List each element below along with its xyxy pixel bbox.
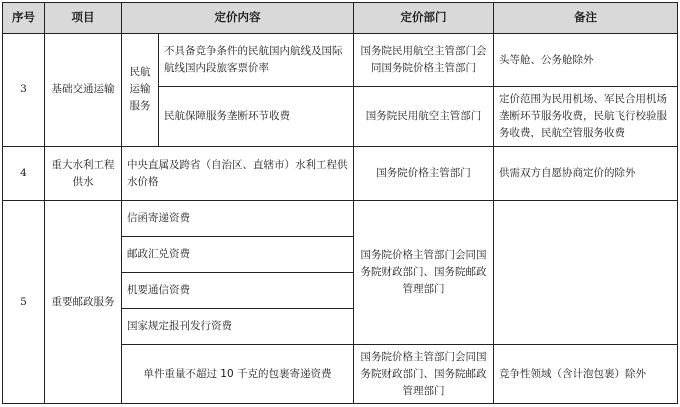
content-cell: 单件重量不超过 10 千克的包裹寄递资费	[122, 345, 354, 404]
department-cell: 国务院价格主管部门	[354, 146, 494, 200]
row-seq-5: 5	[3, 201, 45, 404]
row-subcategory-3: 民航运输服务	[122, 33, 159, 146]
department-cell: 国务院民用航空主管部门	[354, 87, 494, 147]
row-item-3: 基础交通运输	[45, 33, 122, 146]
header-seq: 序号	[3, 3, 45, 34]
department-cell: 国务院价格主管部门会同国务院财政部门、国务院邮政管理部门	[354, 201, 494, 345]
content-cell: 中央直属及跨省（自治区、直辖市）水利工程供水价格	[122, 146, 354, 200]
table-row	[3, 201, 678, 237]
remark-cell	[494, 201, 678, 345]
header-item: 项目	[45, 3, 122, 34]
department-cell: 国务院民用航空主管部门会同国务院价格主管部门	[354, 33, 494, 86]
row-seq-3: 3	[3, 33, 45, 146]
row-item-4: 重大水利工程供水	[45, 146, 122, 200]
content-cell: 邮政汇兑资费	[122, 237, 354, 273]
table-row	[3, 33, 678, 86]
header-row	[3, 3, 678, 34]
content-cell: 国家规定报刊发行资费	[122, 309, 354, 345]
remark-cell: 定价范围为民用机场、军民合用机场垄断环节服务收费，民航飞行校验服务收费，民航空管服务收费	[494, 87, 678, 147]
remark-cell: 供需双方自愿协商定价的除外	[494, 146, 678, 200]
content-cell: 信函寄递资费	[122, 201, 354, 237]
content-cell: 机要通信资费	[122, 273, 354, 309]
pricing-table	[2, 2, 678, 404]
content-cell: 不具备竞争条件的民航国内航线及国际航线国内段旅客票价率	[159, 33, 354, 86]
header-remark: 备注	[494, 3, 678, 34]
remark-cell: 竞争性领域（含计泡包裹）除外	[494, 345, 678, 404]
remark-cell: 头等舱、公务舱除外	[494, 33, 678, 86]
header-content: 定价内容	[122, 3, 354, 34]
header-department: 定价部门	[354, 3, 494, 34]
content-cell: 民航保障服务垄断环节收费	[159, 87, 354, 147]
table-row	[3, 146, 678, 200]
department-cell: 国务院价格主管部门会同国务院财政部门、国务院邮政管理部门	[354, 345, 494, 404]
row-seq-4: 4	[3, 146, 45, 200]
row-item-5: 重要邮政服务	[45, 201, 122, 404]
